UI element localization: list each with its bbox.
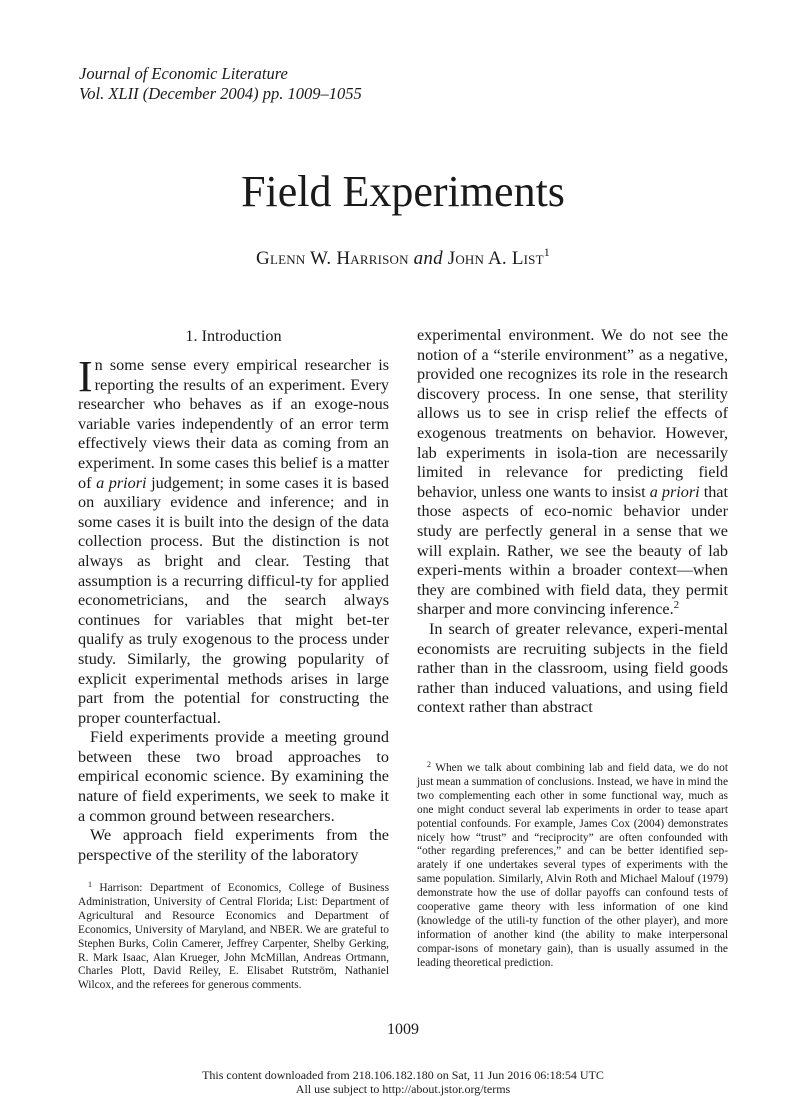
intro-paragraph-2: Field experiments provide a meeting ground between these two broad approaches to empirical economic science. By examining the nature of field experiments, we seek to make it a common ground between researchers. [78, 728, 389, 825]
right-paragraph-1: experimental environment. We do not see the notion of a “sterile environment” as a negative, provided one recognizes its role in the research discovery process. In one sense, that sterility allows us to see in crisp relief the effects of exogenous treatments on behavior. However, lab experiments in isola-tion are necessarily limited in relevance for predicting field behavior, unless one wants to insist a priori that those aspects of eco-nomic behavior under study are perfectly general in a sense that we will explain. Rather, we see the beauty of lab experi-ments within a broader context—when they are combined with field data, they permit sharper and more convincing inference.$^2$ [417, 326, 728, 619]
intro-paragraph-3: We approach field experiments from the perspective of the sterility of the laboratory [78, 826, 389, 864]
author-1: Glenn W. Harrison [256, 248, 409, 269]
article-title: Field Experiments [241, 167, 565, 216]
footnote-2: $^2$ When we talk about combining lab and field data, we do not just mean a summation of conclusions. Instead, we have in mind the two complementing each other in some functional way, much as one might conduct several lab experiments in order to tease apart potential confounds. For example, James Cox (2004) demonstrates nicely how “trust” and “reciprocity” are often confounded with “other regarding preferences,” and can be better identified sep-arately if one undertakes several types of experiments with the same population. Similarly, Alvin Roth and Michael Malouf (1979) demonstrate how the use of dollar payoffs can confound tests of cooperative game theory with less information of one kind (knowledge of the utili-ty function of the other player), and more information of another kind (the ability to make interpersonal compar-isons of monetary gain), than is usually assumed in the leading theoretical prediction. [417, 760, 728, 969]
drop-cap: I [78, 352, 93, 401]
footnote-2-mark: 2 [673, 599, 680, 612]
right-paragraph-2: In search of greater relevance, experi-mental economists are recruiting subjects in the field rather than in the classroom, using field goods rather than induced valuations, and using field context rather than abstract [417, 619, 728, 717]
footnote-1: $^1$ Harrison: Department of Economics, College of Business Administration, University of Central Florida; List: Department of Agricultural and Resource Economics and Department of Economics, University of Maryland, and NBER. We are grateful to Stephen Burks, Colin Camerer, Jeffrey Carpenter, Shelby Gerking, R. Mark Isaac, Alan Krueger, John McMillan, Andreas Ortmann, Charles Plott, David Reiley, E. Elisabet Rutström, Nathaniel Wilcox, and the referees for generous comments. [78, 880, 389, 992]
section-heading: 1. Introduction [185, 327, 282, 345]
jstor-notice [0, 1068, 806, 1096]
right-column [417, 326, 728, 718]
journal-name: Journal of Economic Literature [79, 64, 288, 83]
left-column [78, 326, 389, 865]
author-2: John A. List [447, 248, 544, 269]
author-footnote-mark: 1 [543, 245, 550, 259]
page-number: 1009 [387, 1021, 419, 1038]
jstor-terms-line: All use subject to http://about.jstor.org/terms [295, 1082, 511, 1096]
jstor-download-line: This content downloaded from 218.106.182.180 on Sat, 11 Jun 2016 06:18:54 UTC [202, 1068, 604, 1082]
journal-volume: Vol. XLII (December 2004) pp. 1009–1055 [79, 84, 362, 103]
journal-header [79, 64, 362, 104]
intro-paragraph-1: In some sense every empirical researcher is reporting the results of an experiment. Every researcher who behaves as if an exoge-nous variable varies independently of an error term effectively views their data as coming from an experiment. In some cases this belief is a matter of a priori judgement; in some cases it is based on auxiliary evidence and inference; and in some cases it is built into the design of the data collection process. But the distinction is not always as bright and clear. Testing that assumption is a recurring difficul-ty for applied econometricians, and the search always continues for variables that might bet-ter qualify as truly exogenous to the process under study. Similarly, the growing popularity of explicit experimental methods arises in large part from the potential for constructing the proper counterfactual. [78, 352, 390, 727]
author-conjunction: and [413, 248, 443, 269]
author-line [0, 246, 806, 272]
